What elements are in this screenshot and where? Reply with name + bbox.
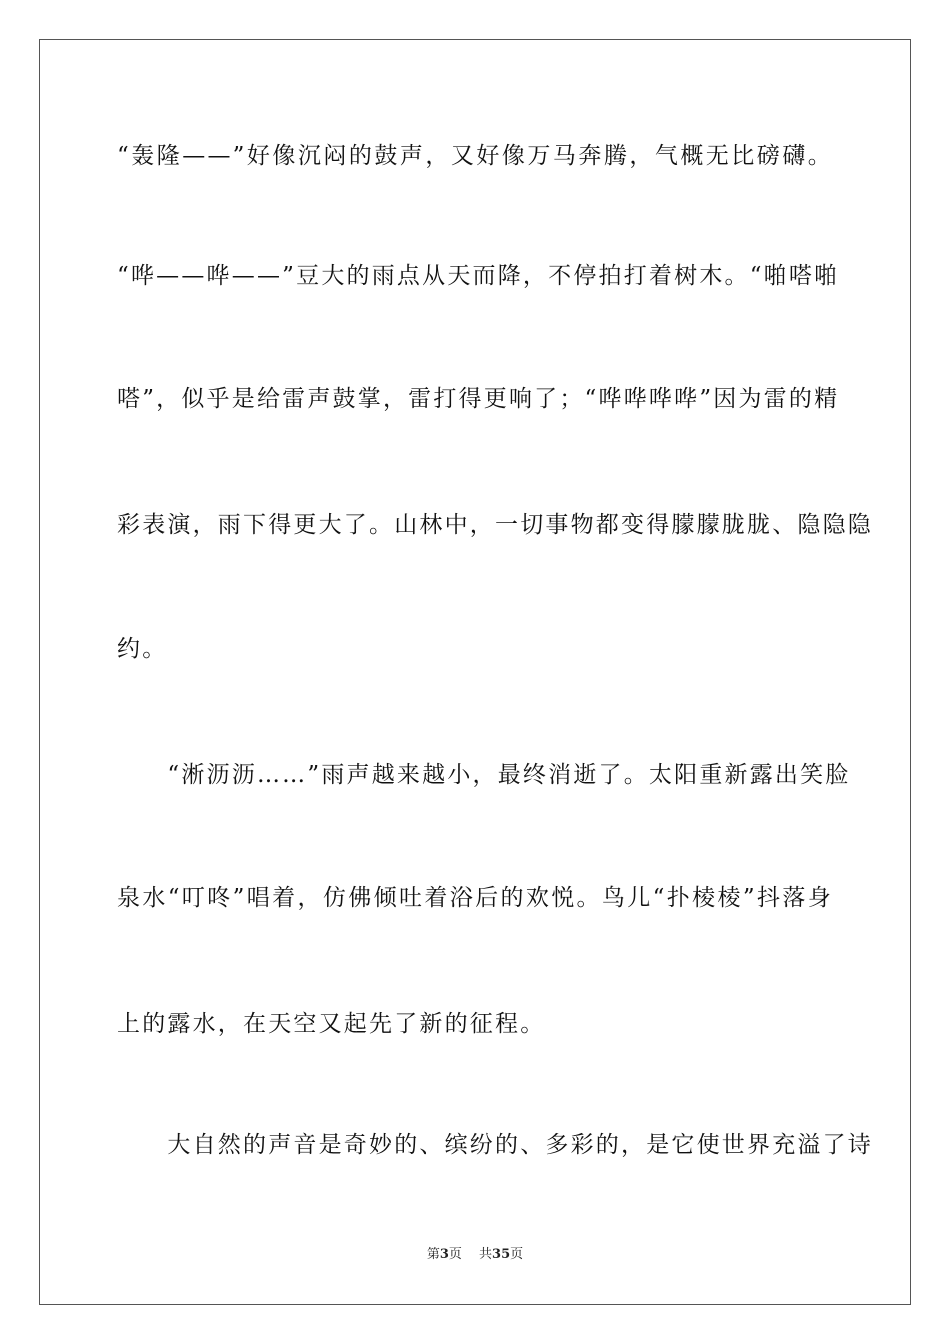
- footer-page-suffix: 页 共: [448, 1247, 493, 1262]
- text-line-3: 嗒”，似乎是给雷声鼓掌，雷打得更响了；“哗哗哗哗”因为雷的精: [117, 386, 840, 412]
- text-line-5: 约。: [117, 636, 168, 662]
- text-line-4: 彩表演，雨下得更大了。山林中，一切事物都变得朦朦胧胧、隐隐隐: [117, 512, 873, 538]
- text-line-1: “轰隆——”好像沉闷的鼓声，又好像万马奔腾，气概无比磅礴。: [117, 143, 833, 169]
- footer-total-pages: 35: [492, 1247, 511, 1262]
- text-line-8: 上的露水，在天空又起先了新的征程。: [117, 1011, 546, 1037]
- footer-page-number: 3: [439, 1247, 449, 1262]
- footer-page-prefix: 第: [426, 1247, 440, 1262]
- text-line-2: “哗——哗——”豆大的雨点从天而降，不停拍打着树木。“啪嗒啪: [117, 263, 840, 289]
- footer-total-suffix: 页: [510, 1247, 524, 1262]
- page-frame: [39, 39, 911, 1305]
- page-footer: [0, 1246, 950, 1264]
- text-line-6: “淅沥沥……”雨声越来越小，最终消逝了。太阳重新露出笑脸: [117, 762, 851, 788]
- text-line-9: 大自然的声音是奇妙的、缤纷的、多彩的，是它使世界充溢了诗: [117, 1132, 873, 1158]
- text-line-7: 泉水“叮咚”唱着，仿佛倾吐着浴后的欢悦。鸟儿“扑棱棱”抖落身: [117, 885, 833, 911]
